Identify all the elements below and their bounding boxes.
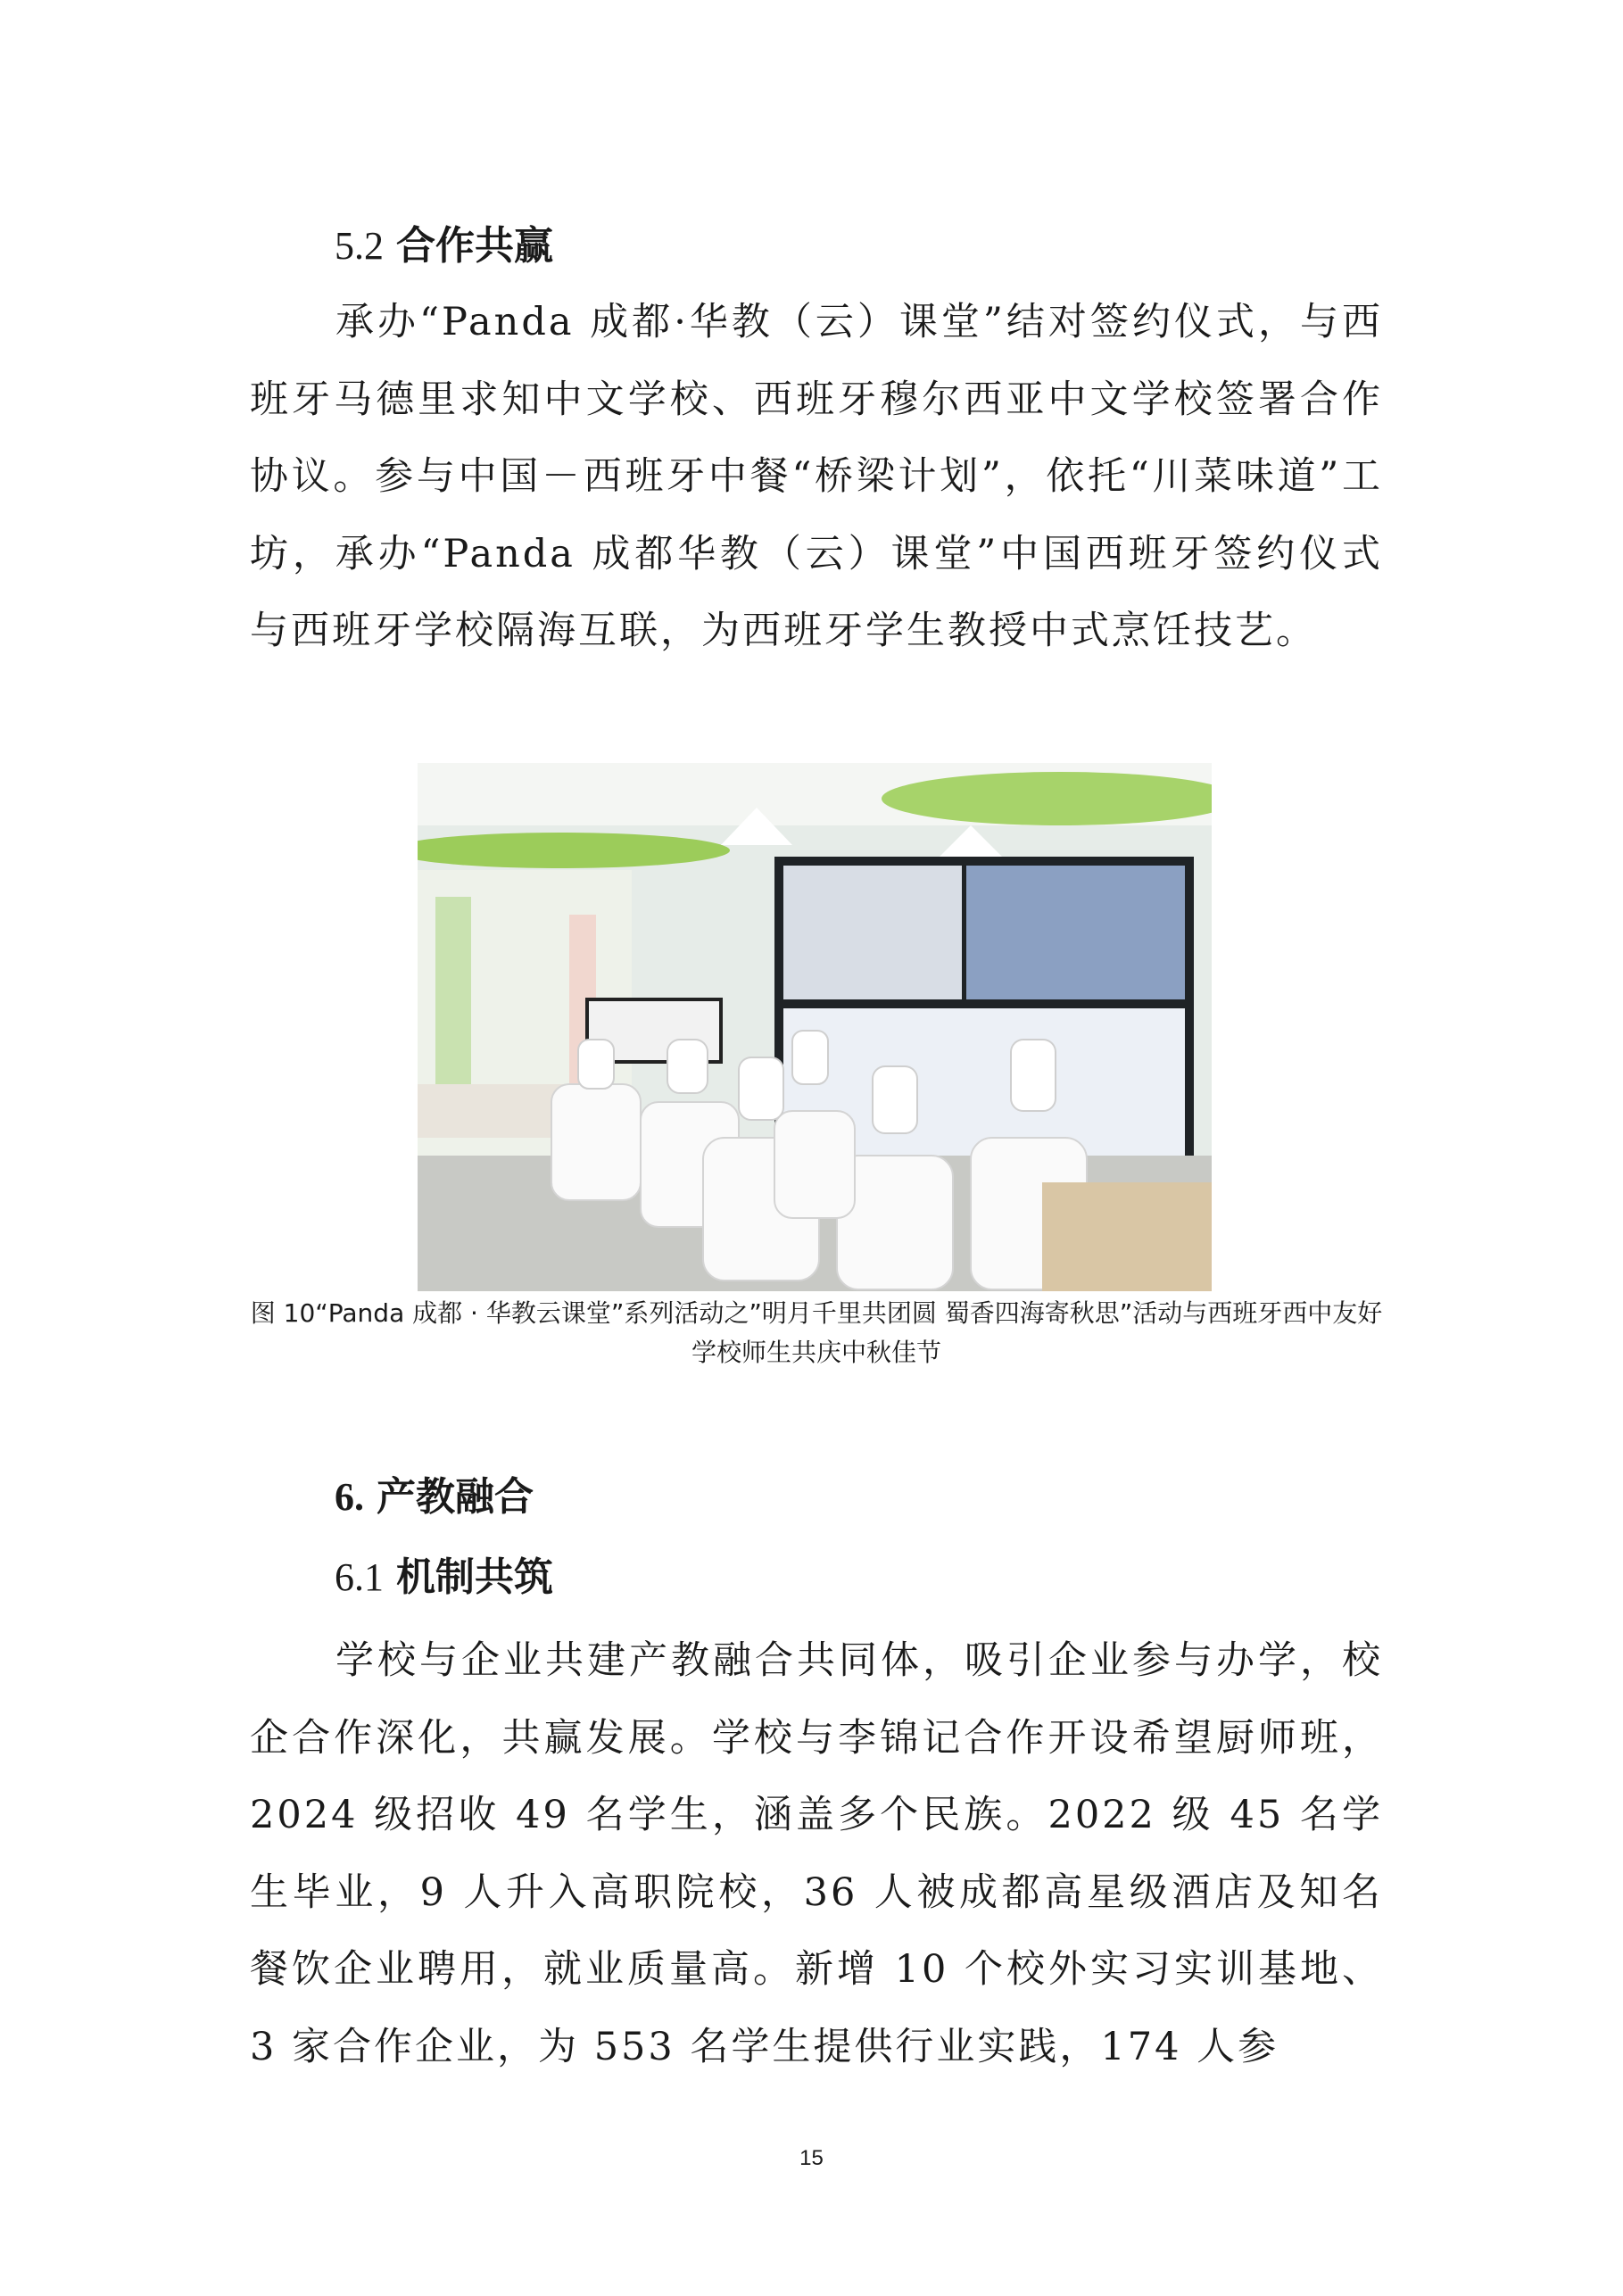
- section-title: 合作共赢: [396, 223, 553, 269]
- section-title: 产教融合: [377, 1474, 534, 1520]
- section-5-2-heading: [335, 220, 553, 273]
- section-6-heading: [335, 1471, 534, 1524]
- section-number: 6.: [335, 1475, 364, 1519]
- figure-caption: 图 10“Panda 成都 · 华教云课堂”系列活动之”明月千里共团圆 蜀香四海寄秋思”活动与西班牙西中友好学校师生共庆中秋佳节: [250, 1298, 1383, 1367]
- section-number: 5.2: [335, 224, 384, 268]
- section-6-1-heading: [335, 1551, 553, 1604]
- section-5-2-body: [250, 284, 1383, 670]
- section-number: 6.1: [335, 1555, 384, 1599]
- section-6-1-body: [250, 1622, 1383, 2085]
- section-title: 机制共筑: [396, 1554, 553, 1600]
- page-number: 15: [799, 2146, 824, 2170]
- classroom-photo: [418, 763, 1212, 1291]
- paragraph: 学校与企业共建产教融合共同体，吸引企业参与办学，校企合作深化，共赢发展。学校与李锦记合作开设希望厨师班，2024 级招收 49 名学生，涵盖多个民族。2022 级 45 名学生毕业，9 人升入高职院校，36 人被成都高星级酒店及知名餐饮企业聘用，就业质量高。新增 10 个校外实习实训基地、3 家合作企业，为 553 名学生提供行业实践，174 人参: [250, 1638, 1383, 2069]
- paragraph: 承办“Panda 成都·华教（云）课堂”结对签约仪式，与西班牙马德里求知中文学校、西班牙穆尔西亚中文学校签署合作协议。参与中国－西班牙中餐“桥梁计划”，依托“川菜味道”工坊，承办“Panda 成都华教（云）课堂”中国西班牙签约仪式与西班牙学校隔海互联，为西班牙学生教授中式烹饪技艺。: [250, 300, 1383, 653]
